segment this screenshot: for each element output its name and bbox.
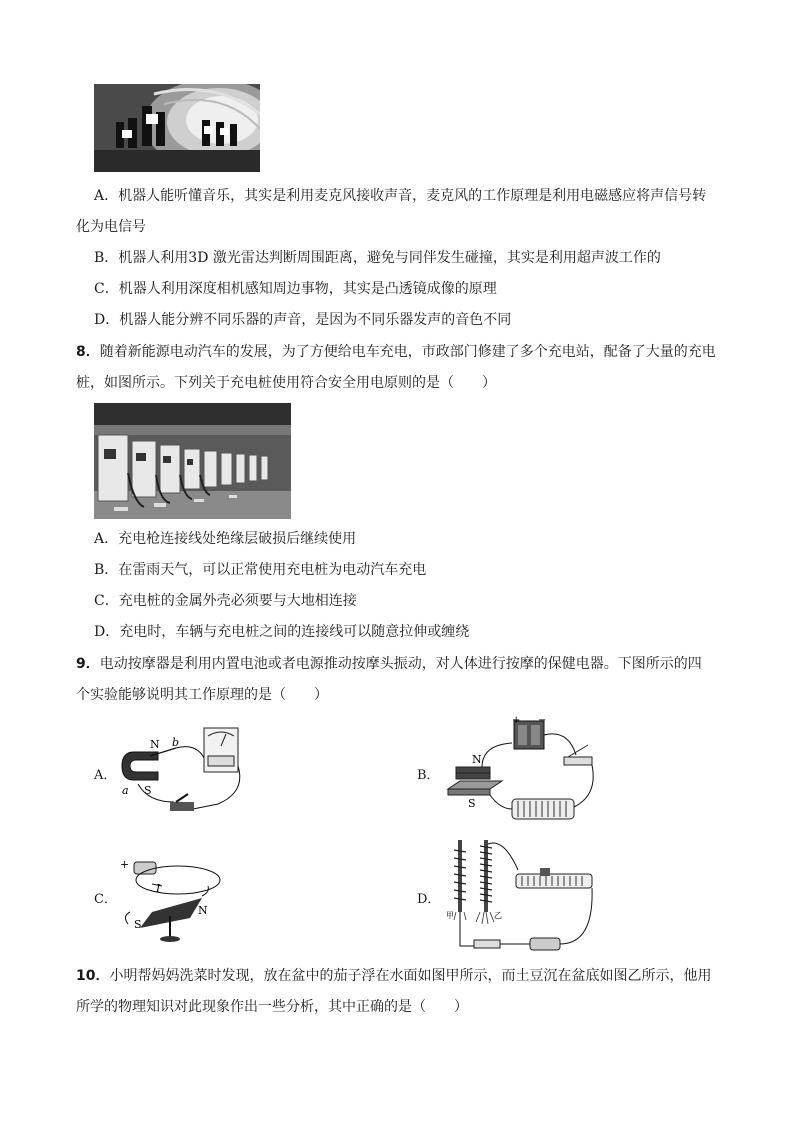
q9-option-b-label: B． (417, 768, 440, 783)
q8-number: 8． (76, 344, 100, 360)
q9-figure-d-electromagnets (444, 836, 600, 954)
q9-option-a-label: A． (94, 768, 117, 783)
q9-fig-a-s-label: S (144, 784, 152, 797)
q9-figure-c-oersted (118, 852, 228, 944)
q8-option-d: D．充电时，车辆与充电桩之间的连接线可以随意拉伸或缠绕 (94, 624, 470, 640)
q8-option-a: A．充电枪连接线处绝缘层破损后继续使用 (94, 531, 357, 547)
q10-stem-text: 小明帮妈妈洗菜时发现，放在盆中的茄子浮在水面如图甲所示，而土豆沉在盆底如图乙所示，他用 (109, 968, 712, 984)
q10-stem-line1 (76, 966, 711, 986)
q10-number: 10． (76, 968, 110, 984)
q9-fig-b-minus-label: − (538, 715, 547, 726)
q7-option-a-line2: 化为电信号 (76, 219, 146, 235)
charging-station-photo (94, 403, 291, 519)
q9-fig-d-yi-label: 乙 (494, 911, 502, 920)
q9-stem-line2: 个实验能够说明其工作原理的是（ ） (76, 687, 328, 703)
q9-fig-c-i-label: I (156, 882, 161, 895)
q9-fig-d-jia-label: 甲 (446, 911, 454, 920)
q9-figure-a-generator (118, 722, 246, 818)
q9-option-c-label: C． (94, 892, 117, 907)
q9-fig-c-plus-label: + (120, 858, 130, 871)
q9-fig-b-n-label: N (472, 753, 482, 766)
q9-fig-a-n-label: N (150, 738, 160, 751)
q7-option-b: B．机器人利用3D 激光雷达判断周围距离，避免与同伴发生碰撞，其实是利用超声波工作的 (94, 250, 661, 266)
q9-fig-b-plus-label: + (512, 715, 521, 726)
q8-stem-line2: 桩，如图所示。下列关于充电桩使用符合安全用电原则的是（ ） (76, 375, 496, 391)
q9-fig-c-s-label: S (134, 918, 142, 931)
q10-stem-line2: 所学的物理知识对此现象作出一些分析，其中正确的是（ ） (76, 999, 468, 1015)
q9-stem-text: 电动按摩器是利用内置电池或者电源推动按摩头振动，对人体进行按摩的保健电器。下图所示的四 (99, 656, 702, 672)
q8-option-b: B．在雷雨天气，可以正常使用充电桩为电动汽车充电 (94, 562, 427, 578)
q9-fig-a-a-label: a (122, 784, 129, 797)
q8-stem-line1 (76, 342, 716, 362)
q7-option-a-line1: A．机器人能听懂音乐，其实是利用麦克风接收声音，麦克风的工作原理是利用电磁感应将声信号转 (94, 188, 707, 204)
q9-fig-c-n-label: N (198, 904, 208, 917)
q8-option-c: C．充电桩的金属外壳必须要与大地相连接 (94, 593, 357, 609)
q9-fig-a-b-label: b (172, 736, 180, 749)
q9-number: 9． (76, 656, 100, 672)
q9-option-d-label: D． (417, 892, 441, 907)
q7-option-d: D．机器人能分辨不同乐器的声音，是因为不同乐器发声的音色不同 (94, 312, 512, 328)
q8-stem-text: 随着新能源电动汽车的发展，为了方便给电车充电，市政部门修建了多个充电站，配备了大量的充电 (99, 344, 716, 360)
q9-stem-line1 (76, 654, 702, 674)
q9-figure-b-electromagnet (442, 715, 602, 827)
q7-option-c: C．机器人利用深度相机感知周边事物，其实是凸透镜成像的原理 (94, 281, 497, 297)
q9-fig-b-s-label: S (468, 797, 476, 810)
robot-dance-photo (94, 84, 260, 172)
